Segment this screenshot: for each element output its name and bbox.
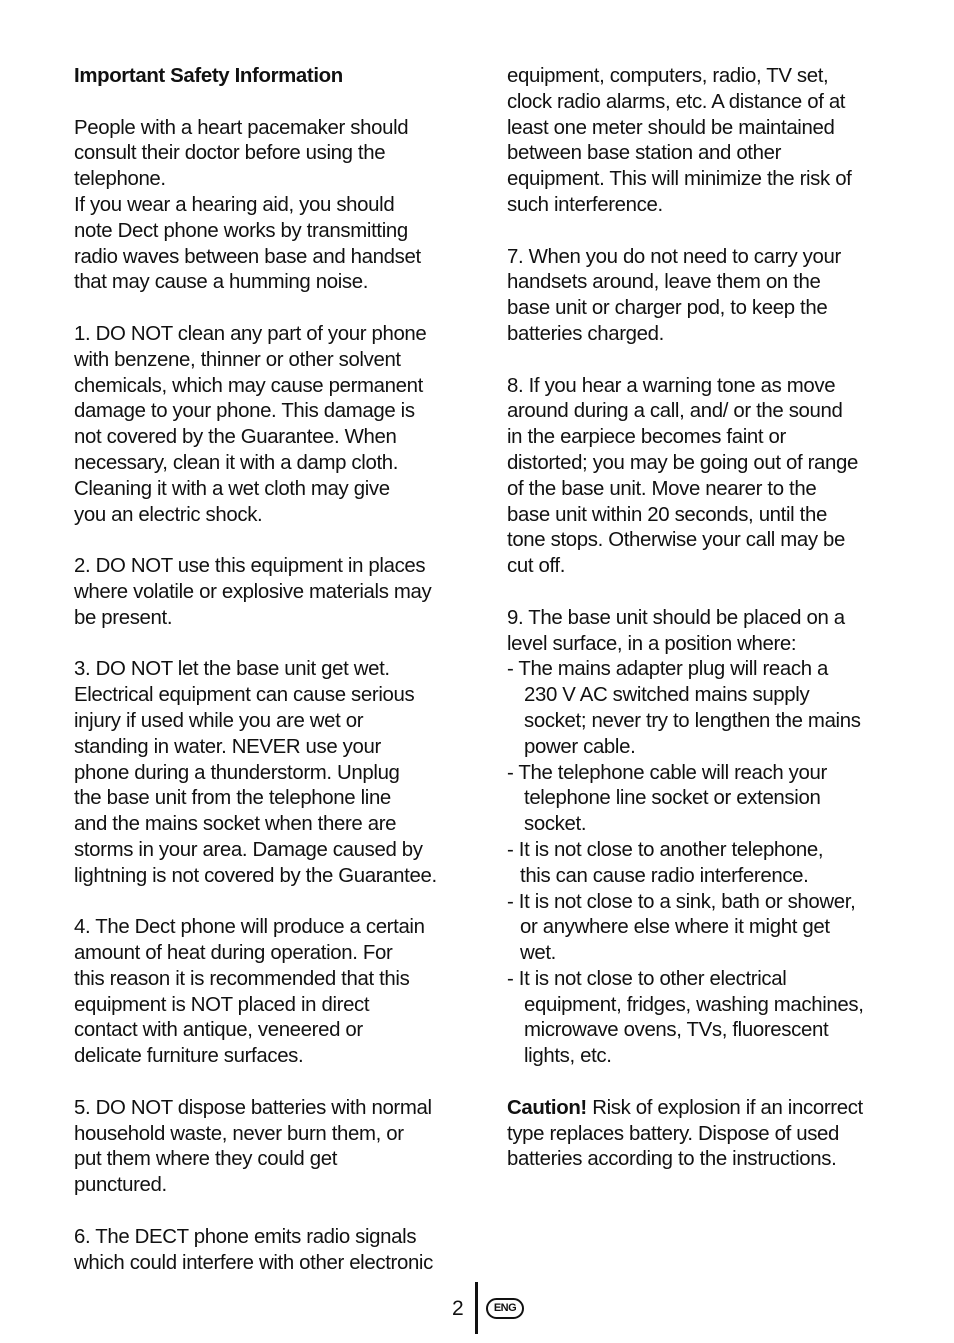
caution-label: Caution! [507,1096,587,1119]
safety-item-5: 5. DO NOT dispose batteries with normal household waste, never burn them, or put them where they could get punctured. [74,1096,432,1197]
placement-bullet-5: - It is not close to other electrical equipment, fridges, washing machines, microwave ovens, TVs, fluorescent lights, etc. [507,967,864,1068]
safety-item-1: 1. DO NOT clean any part of your phone with benzene, thinner or other solvent chemicals, which may cause permanent damage to your phone. This damage is not covered by the Guarantee. When necessary, clean it with a damp cloth. Cleaning it with a wet cloth may give you an electric shock. [74,322,427,526]
safety-item-9: 9. The base unit should be placed on a level surface, in a position where: [507,606,845,655]
safety-item-6: 6. The DECT phone emits radio signals which could interfere with other electronic [74,1225,433,1274]
right-column [507,64,895,1173]
placement-bullet-1: - The mains adapter plug will reach a 230 V AC switched mains supply socket; never try to lengthen the mains power cable. [507,658,861,758]
page-number: 2 [452,1297,464,1320]
safety-item-4: 4. The Dect phone will produce a certain amount of heat during operation. For this reason it is recommended that this equipment is NOT placed in direct contact with antique, veneered or delicate furniture surfaces. [74,916,425,1068]
placement-bullet-2: - The telephone cable will reach your telephone line socket or extension socket. [507,761,827,836]
safety-item-7: 7. When you do not need to carry your handsets around, leave them on the base unit or charger pod, to keep the batteries charged. [507,245,841,345]
left-column [74,64,459,1276]
section-heading: Important Safety Information [74,65,343,87]
placement-bullet-4: - It is not close to a sink, bath or shower, or anywhere else where it might get wet. [507,890,856,965]
placement-bullet-3: - It is not close to another telephone, this can cause radio interference. [507,838,824,887]
footer-divider [475,1282,478,1334]
safety-item-8: 8. If you hear a warning tone as move around during a call, and/ or the sound in the earpiece becomes faint or distorted; you may be going out of range of the base unit. Move nearer to the base unit within 20 seconds, until the tone stops. Otherwise your call may be cut off. [507,374,859,578]
safety-item-2: 2. DO NOT use this equipment in places where volatile or explosive materials may be present. [74,555,432,629]
caution-paragraph: Caution! Risk of explosion if an incorrect type replaces battery. Dispose of used batteries according to the instructions. [507,1096,863,1171]
safety-item-6-continued: equipment, computers, radio, TV set, clock radio alarms, etc. A distance of at least one meter should be maintained between base station and other equipment. This will minimize the risk of such interference. [507,65,852,216]
language-badge: ENG [486,1298,524,1319]
intro-paragraph: People with a heart pacemaker should consult their doctor before using the telephone. If you wear a hearing aid, you should note Dect phone works by transmitting radio waves between base and handset that may cause a humming noise. [74,116,421,294]
safety-item-3: 3. DO NOT let the base unit get wet. Electrical equipment can cause serious injury if used while you are wet or standing in water. NEVER use your phone during a thunderstorm. Unplug the base unit from the telephone line and the mains socket when there are storms in your area. Damage caused by lightning is not covered by the Guarantee. [74,658,437,887]
